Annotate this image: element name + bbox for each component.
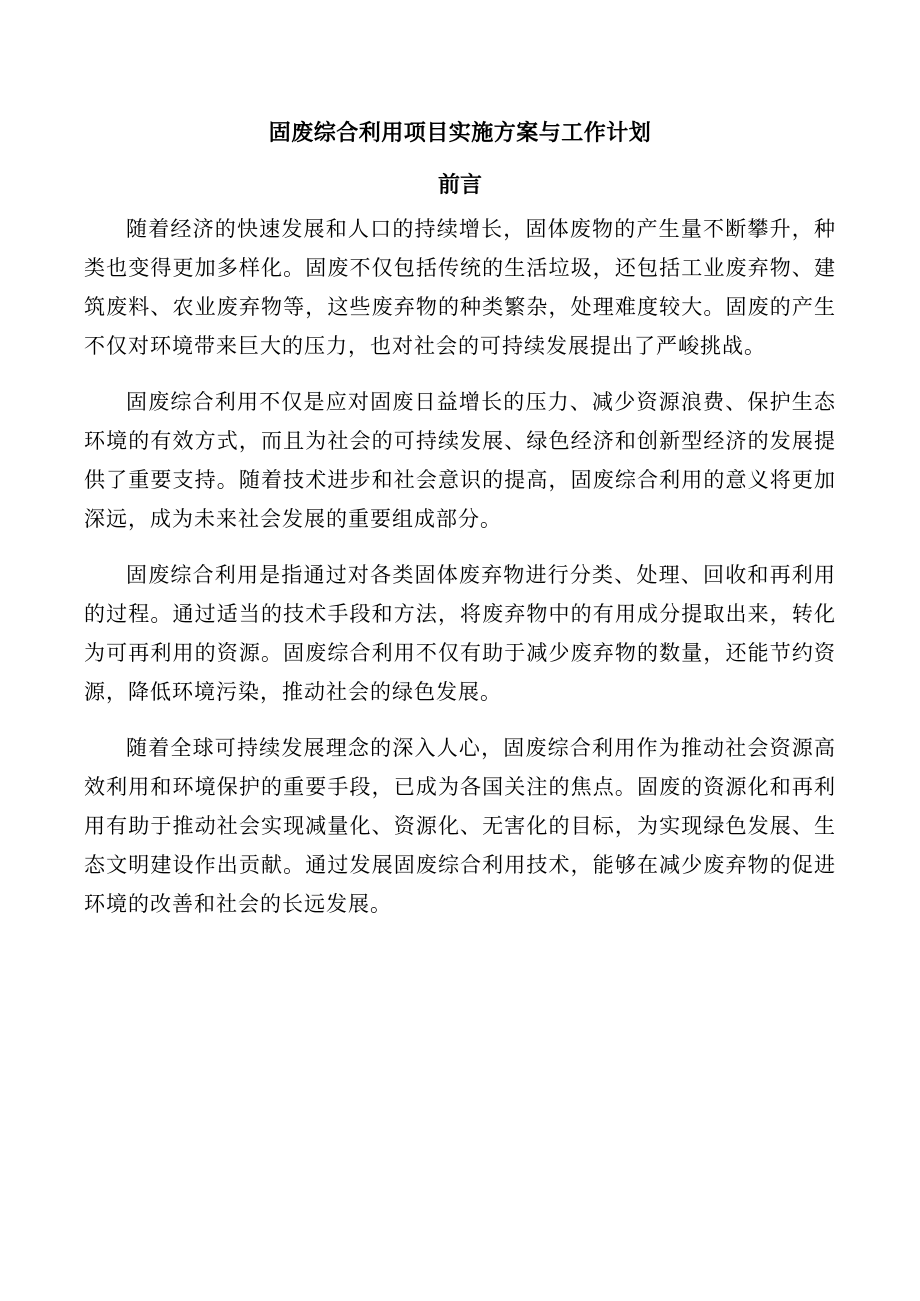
- paragraph-3: 固废综合利用是指通过对各类固体废弃物进行分类、处理、回收和再利用的过程。通过适当的技术手段和方法，将废弃物中的有用成分提取出来，转化为可再利用的资源。固废综合利用不仅有助于减少废弃物的数量，还能节约资源，降低环境污染，推动社会的绿色发展。: [84, 563, 836, 704]
- paragraph-2: 固废综合利用不仅是应对固废日益增长的压力、减少资源浪费、保护生态环境的有效方式，而且为社会的可持续发展、绿色经济和创新型经济的发展提供了重要支持。随着技术进步和社会意识的提高，固废综合利用的意义将更加深远，成为未来社会发展的重要组成部分。: [84, 390, 836, 531]
- paragraph-1: 随着经济的快速发展和人口的持续增长，固体废物的产生量不断攀升，种类也变得更加多样化。固废不仅包括传统的生活垃圾，还包括工业废弃物、建筑废料、农业废弃物等，这些废弃物的种类繁杂，处理难度较大。固废的产生不仅对环境带来巨大的压力，也对社会的可持续发展提出了严峻挑战。: [84, 217, 836, 358]
- section-heading: 前言: [437, 172, 482, 198]
- document-title: 固废综合利用项目实施方案与工作计划: [268, 120, 652, 146]
- paragraph-4: 随着全球可持续发展理念的深入人心，固废综合利用作为推动社会资源高效利用和环境保护的重要手段，已成为各国关注的焦点。固废的资源化和再利用有助于推动社会实现减量化、资源化、无害化的目标，为实现绿色发展、生态文明建设作出贡献。通过发展固废综合利用技术，能够在减少废弃物的促进环境的改善和社会的长远发展。: [84, 736, 836, 916]
